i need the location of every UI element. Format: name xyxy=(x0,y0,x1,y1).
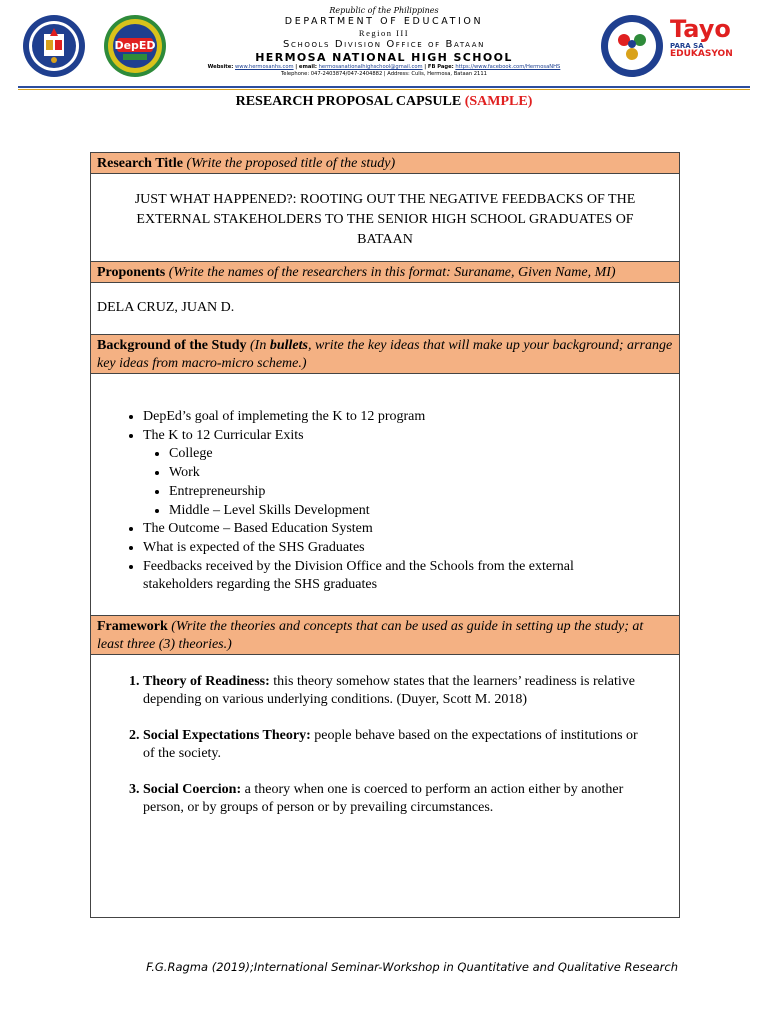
proposal-capsule-table xyxy=(90,152,680,918)
theory-term: Theory of Readiness: xyxy=(143,674,270,689)
background-bullet-list xyxy=(91,408,679,595)
list-item xyxy=(143,781,639,817)
theory-description: people behave based on the expectations of institutions or of the society. xyxy=(143,728,638,761)
theory-term: Social Expectations Theory: xyxy=(143,728,311,743)
header-rule-gold xyxy=(18,89,750,90)
research-title-label: Research Title xyxy=(97,156,183,171)
letterhead xyxy=(160,6,608,78)
fb-label: | FB Page: xyxy=(424,64,454,70)
tayo-para-sa-edukasyon-logo xyxy=(670,16,750,64)
sub-list-item: • College xyxy=(169,445,679,464)
theory-description: a theory when one is coerced to perform an action either by another person, or by groups of person or by prevailing circumstances. xyxy=(143,782,624,815)
framework-header xyxy=(91,615,679,654)
list-item-text: The K to 12 Curricular Exits xyxy=(143,427,304,443)
research-title-instruction: (Write the proposed title of the study) xyxy=(186,156,396,171)
fb-link[interactable]: https://www.facebook.com/HermosaNHS xyxy=(455,64,561,70)
school-name: HERMOSA NATIONAL HIGH SCHOOL xyxy=(255,51,513,64)
proponents-header xyxy=(91,261,679,282)
list-item xyxy=(143,727,639,763)
department-line: DEPARTMENT OF EDUCATION xyxy=(284,16,484,27)
background-instruction-bold: bullets xyxy=(269,338,308,353)
tayo-sub-para-sa: PARA SA xyxy=(670,42,704,50)
background-label: Background of the Study xyxy=(97,338,247,353)
list-item xyxy=(143,427,679,521)
list-item: • The Outcome – Based Education System xyxy=(143,520,679,539)
framework-instruction: (Write the theories and concepts that can be used as guide in setting up the study; at least three (3) theories.) xyxy=(97,619,644,652)
header-rule-blue xyxy=(18,86,750,88)
contact-line-2: Telephone: 047-2403874/047-2404882 | Address: Culis, Hermosa, Bataan 2111 xyxy=(281,71,487,77)
background-content xyxy=(91,373,679,615)
proponents-label: Proponents xyxy=(97,265,166,280)
hermosa-nhs-seal-logo xyxy=(600,14,664,78)
title-sample-tag: (SAMPLE) xyxy=(464,94,533,109)
email-label: | email: xyxy=(295,64,317,70)
division-line: Schools Division Office of Bataan xyxy=(283,39,485,50)
email-link[interactable]: hermosanationalhighschool@gmail.com xyxy=(318,64,423,70)
framework-label: Framework xyxy=(97,619,168,634)
deped-bataan-logo xyxy=(103,14,167,78)
website-link[interactable]: www.hermosanhs.com xyxy=(235,64,294,70)
research-title-header xyxy=(91,153,679,173)
list-item: • Feedbacks received by the Division Office and the Schools from the external stakeholders regarding the SHS graduates xyxy=(143,558,679,595)
research-title-content: JUST WHAT HAPPENED?: ROOTING OUT THE NEGATIVE FEEDBACKS OF THE EXTERNAL STAKEHOLDERS TO THE SENIOR HIGH SCHOOL GRADUATES OF BATAAN xyxy=(91,173,679,261)
title-main: RESEARCH PROPOSAL CAPSULE xyxy=(235,94,462,109)
svg-text:DepED: DepED xyxy=(114,39,156,52)
deped-seal-logo xyxy=(22,14,86,78)
theory-description: this theory somehow states that the learners’ readiness is relative depending on various underlying conditions. (Duyer, Scott M. 2018) xyxy=(143,674,635,707)
list-item: • What is expected of the SHS Graduates xyxy=(143,539,679,558)
proponents-content: DELA CRUZ, JUAN D. xyxy=(91,282,679,334)
website-label: Website: xyxy=(207,64,234,70)
sub-list-item: • Middle – Level Skills Development xyxy=(169,502,679,521)
footer-citation: F.G.Ragma (2019);International Seminar-Workshop in Quantitative and Qualitative Research xyxy=(146,960,678,974)
framework-content xyxy=(91,654,679,817)
document-title xyxy=(0,94,768,110)
curricular-exits-list xyxy=(143,445,679,520)
tayo-word: Tayo xyxy=(670,15,731,43)
theory-term: Social Coercion: xyxy=(143,782,242,797)
tayo-sub-edukasyon: EDUKASYON xyxy=(670,49,733,59)
sub-list-item: • Entrepreneurship xyxy=(169,483,679,502)
background-header xyxy=(91,334,679,373)
background-instruction-post: , write the key ideas that will make up your background; arrange key ideas from macro-micro scheme.) xyxy=(97,338,673,371)
list-item: • DepEd’s goal of implemeting the K to 12 program xyxy=(143,408,679,427)
region-line: Region III xyxy=(358,28,410,38)
framework-theory-list xyxy=(91,673,639,817)
contact-line-1 xyxy=(160,64,608,71)
republic-line: Republic of the Philippines xyxy=(329,6,439,15)
sub-list-item: • Work xyxy=(169,464,679,483)
background-instruction-pre: (In xyxy=(250,338,270,353)
proponents-instruction: (Write the names of the researchers in this format: Suraname, Given Name, MI) xyxy=(168,265,616,280)
list-item xyxy=(143,673,639,709)
